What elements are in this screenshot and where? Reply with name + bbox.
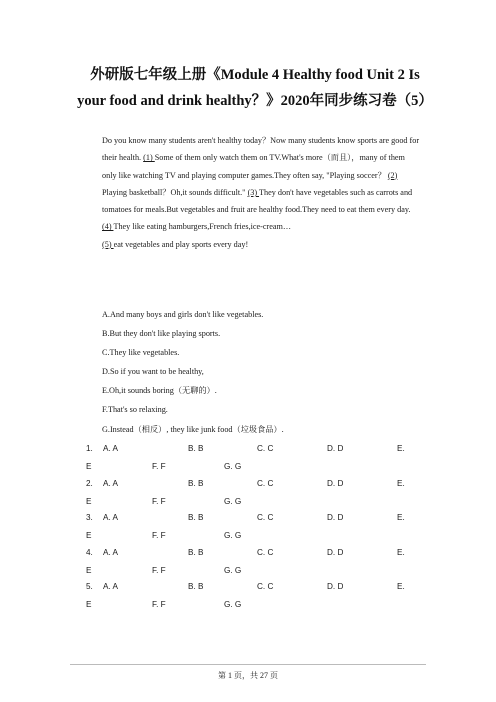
choice-d: D. D [327,513,344,522]
choice-f: F. F [152,531,166,540]
option-g: G.Instead（相反）, they like junk food（垃圾食品）. [102,424,284,434]
choice-a: A. A [103,444,119,453]
choice-b: B. B [188,478,204,488]
choice-a: A. A [103,582,119,591]
choice-f: F. F [152,462,166,471]
question-5 [86,582,416,617]
passage-text: Some of them only watch them on TV.What's more（而且），many of them only like watching TV and playing computer games.They often say, "Playing soccer？ [102,153,405,180]
question-3 [86,513,416,548]
choice-c: C. C [257,444,274,453]
choice-f: F. F [152,496,166,506]
blank-5: (5) [102,239,114,249]
blank-2: (2) [387,170,398,180]
option-c: C.They like vegetables. [102,348,180,358]
choice-e-prefix: E. [397,582,405,591]
choice-b: B. B [188,513,204,522]
option-f: F.That's so relaxing. [102,405,168,415]
choice-c: C. C [257,547,274,557]
choice-d: D. D [327,582,344,591]
choice-e: E [86,496,92,506]
choice-e-prefix: E. [397,513,405,522]
option-e: E.Oh,it sounds boring（无聊的）. [102,386,217,396]
choice-f: F. F [152,565,166,575]
passage-text: Do you know many students aren't healthy today？Now many students know sports are good for their health. [102,136,420,163]
question-number: 3. [86,513,93,522]
choice-c: C. C [257,582,274,591]
choice-e: E [86,462,92,471]
choice-a: A. A [103,478,119,488]
question-1 [86,444,416,479]
question-number: 5. [86,582,93,591]
choice-f: F. F [152,600,166,609]
reading-passage [102,132,420,253]
question-2 [86,479,416,514]
choice-e-prefix: E. [397,478,405,488]
question-number: 1. [86,444,93,453]
option-b: B.But they don't like playing sports. [102,329,221,339]
question-4 [86,548,416,583]
choice-a: A. A [103,513,119,522]
passage-paragraph-2 [102,236,420,253]
title-line-1: 外研版七年级上册《Module 4 Healthy food Unit 2 Is [90,67,420,83]
passage-text: They don't have vegetables such as carrots and tomatoes for meals.But vegetables and fruit are healthy food.They need to eat them every day. [102,187,413,215]
passage-text: They like eating hamburgers,French fries,ice-cream… [113,222,292,232]
choice-d: D. D [327,547,344,557]
choice-g: G. G [224,600,242,609]
document-title [70,62,440,114]
choice-g: G. G [224,496,242,506]
choice-g: G. G [224,531,242,540]
option-a: A.And many boys and girls don't like vegetables. [102,310,264,319]
choice-e-prefix: E. [397,444,405,453]
passage-paragraph-1 [102,132,420,236]
passage-text: Playing basketball？Oh,it sounds difficult." [102,187,246,197]
choice-g: G. G [224,565,242,575]
page-footer: 第 1 页，共 27 页 [218,671,278,680]
option-d: D.So if you want to be healthy, [102,367,204,377]
choice-e: E [86,600,92,609]
question-list [86,444,416,617]
choice-d: D. D [327,478,344,488]
footer-divider [70,664,426,665]
blank-4: (4) [102,222,114,232]
choice-b: B. B [188,582,204,591]
question-number: 2. [86,478,93,488]
choice-b: B. B [188,444,204,453]
choice-b: B. B [188,547,204,557]
question-number: 4. [86,547,93,557]
choice-e-prefix: E. [397,547,405,557]
choice-e: E [86,531,92,540]
choice-a: A. A [103,547,119,557]
answer-options [102,305,420,439]
choice-c: C. C [257,513,274,522]
blank-1: (1) [143,153,155,163]
blank-3: (3) [247,187,260,197]
title-line-2: your food and drink healthy？》2020年同步练习卷（5） [77,93,433,109]
choice-e: E [86,565,92,575]
choice-c: C. C [257,478,274,488]
choice-d: D. D [327,444,344,453]
choice-g: G. G [224,462,242,471]
passage-text: eat vegetables and play sports every day! [113,239,249,249]
